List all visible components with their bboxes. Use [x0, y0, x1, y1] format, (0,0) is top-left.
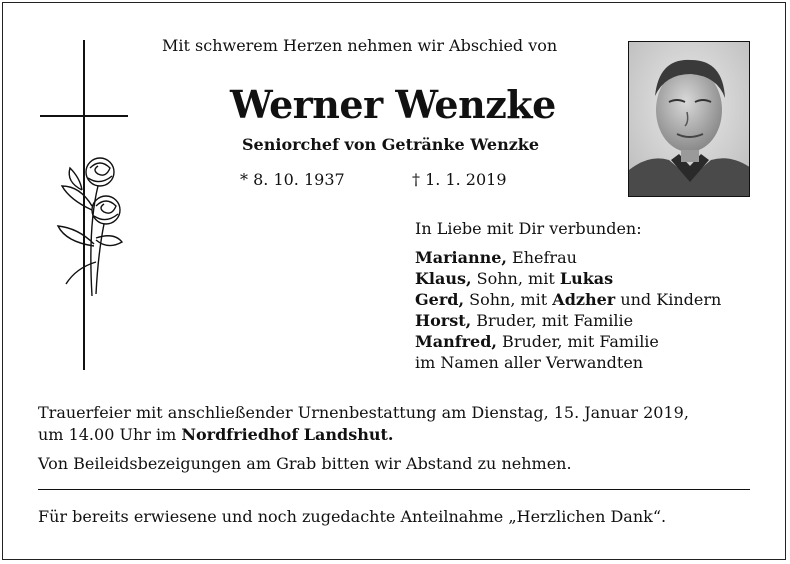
deceased-name: Werner Wenzke — [230, 82, 556, 127]
member-relation: Ehefrau — [506, 248, 577, 267]
member-name-secondary: Adzher — [552, 290, 616, 309]
member-relation: Bruder, mit Familie — [471, 311, 634, 330]
family-heading: In Liebe mit Dir verbunden: — [415, 219, 642, 238]
member-name-secondary: Lukas — [559, 269, 614, 288]
deceased-title: Seniorchef von Getränke Wenzke — [242, 135, 540, 154]
family-member — [415, 247, 721, 268]
family-block — [415, 218, 721, 373]
thanks-text: Für bereits erwiesene und noch zugedachte Anteilnahme „Herzlichen Dank“. — [38, 507, 667, 526]
divider-line — [38, 489, 750, 490]
condolence-request: Von Beileidsbezeigungen am Grab bitten wir Abstand zu nehmen. — [38, 454, 572, 473]
funeral-line-1: Trauerfeier mit anschließender Urnenbestattung am Dienstag, 15. Januar 2019, — [38, 403, 689, 422]
family-closing: im Namen aller Verwandten — [415, 353, 644, 372]
roses-icon — [52, 150, 132, 300]
funeral-time: um 14.00 Uhr im — [38, 425, 182, 444]
member-relation: Sohn, mit — [464, 290, 553, 309]
member-name: Manfred, — [415, 332, 497, 351]
family-member — [415, 268, 721, 289]
member-name: Horst, — [415, 311, 472, 330]
portrait-photo — [628, 41, 750, 197]
funeral-details — [38, 402, 689, 446]
family-member — [415, 310, 721, 331]
funeral-location: Nordfriedhof Landshut. — [181, 425, 394, 444]
family-member — [415, 289, 721, 310]
cross-horizontal-beam — [40, 115, 128, 117]
birth-date: * 8. 10. 1937 — [240, 170, 345, 189]
member-relation-suffix: und Kindern — [615, 290, 722, 309]
member-relation: Sohn, mit — [471, 269, 560, 288]
member-name: Klaus, — [415, 269, 472, 288]
intro-text: Mit schwerem Herzen nehmen wir Abschied von — [162, 36, 558, 55]
member-relation: Bruder, mit Familie — [496, 332, 659, 351]
family-member — [415, 331, 721, 352]
member-name: Marianne, — [415, 248, 507, 267]
funeral-line-2 — [38, 424, 689, 446]
member-name: Gerd, — [415, 290, 465, 309]
death-date: † 1. 1. 2019 — [412, 170, 507, 189]
